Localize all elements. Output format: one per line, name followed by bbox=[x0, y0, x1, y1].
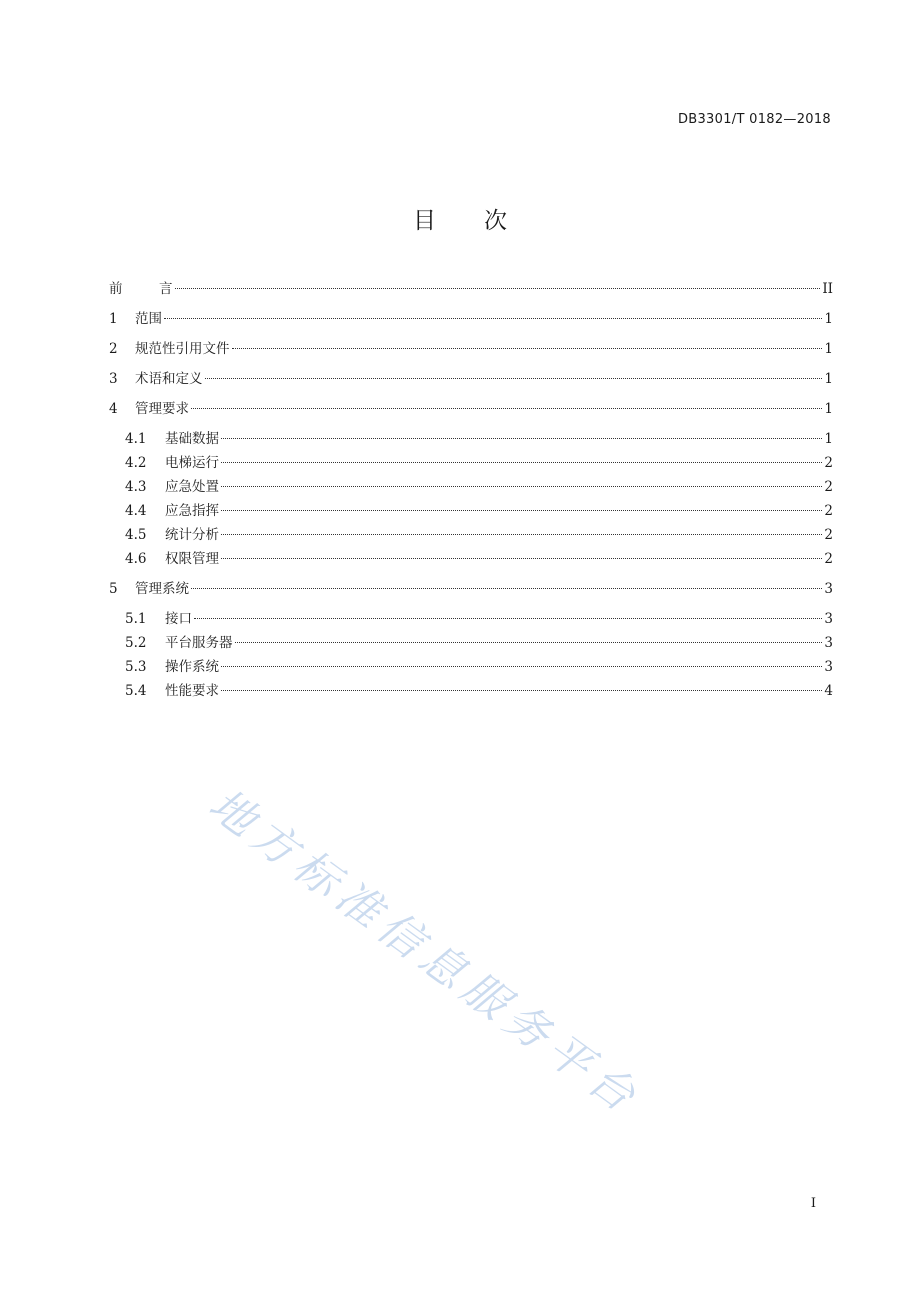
toc-entry-label: 电梯运行 bbox=[165, 455, 219, 471]
toc-entry-number: 4.3 bbox=[125, 479, 147, 495]
toc-entry[interactable] bbox=[109, 370, 833, 388]
toc-dot-leader bbox=[205, 378, 823, 379]
toc-entry-page: 3 bbox=[824, 635, 833, 651]
toc-entry[interactable] bbox=[109, 658, 833, 676]
toc-entry-page: 2 bbox=[824, 479, 833, 495]
toc-entry-page: 1 bbox=[824, 431, 833, 447]
toc-entry-page: 2 bbox=[824, 527, 833, 543]
toc-entry[interactable] bbox=[109, 502, 833, 520]
toc-entry-number: 5.4 bbox=[125, 683, 147, 699]
toc-entry[interactable] bbox=[109, 478, 833, 496]
toc-entry-label: 基础数据 bbox=[165, 431, 219, 447]
toc-entry-number: 4 bbox=[109, 401, 118, 417]
toc-dot-leader bbox=[221, 510, 822, 511]
document-id: DB3301/T 0182—2018 bbox=[677, 112, 831, 127]
toc-entry-label: 平台服务器 bbox=[165, 635, 233, 651]
toc-entry[interactable] bbox=[109, 280, 833, 298]
toc-dot-leader bbox=[221, 690, 822, 691]
toc-entry-page: 1 bbox=[824, 341, 833, 357]
toc-entry-label: 管理系统 bbox=[135, 581, 189, 597]
toc-entry-label: 言 bbox=[159, 281, 173, 297]
toc-entry-label: 操作系统 bbox=[165, 659, 219, 675]
page-title bbox=[0, 202, 920, 235]
toc-entry-page: 2 bbox=[824, 503, 833, 519]
toc-entry[interactable] bbox=[109, 682, 833, 700]
toc-entry-page: 2 bbox=[824, 551, 833, 567]
toc-entry[interactable] bbox=[109, 454, 833, 472]
toc-dot-leader bbox=[221, 486, 822, 487]
toc-dot-leader bbox=[221, 438, 822, 439]
toc-entry-number: 4.2 bbox=[125, 455, 147, 471]
toc-entry[interactable] bbox=[109, 310, 833, 328]
toc-entry-label: 管理要求 bbox=[135, 401, 189, 417]
toc-entry-label: 应急指挥 bbox=[165, 503, 219, 519]
toc-entry[interactable] bbox=[109, 634, 833, 652]
toc-entry[interactable] bbox=[109, 550, 833, 568]
toc-entry[interactable] bbox=[109, 430, 833, 448]
toc-dot-leader bbox=[175, 288, 821, 289]
toc-dot-leader bbox=[235, 642, 823, 643]
toc-dot-leader bbox=[232, 348, 823, 349]
toc-entry-number: 前 bbox=[109, 281, 123, 297]
toc-entry-page: 3 bbox=[824, 581, 833, 597]
toc-entry-number: 5.3 bbox=[125, 659, 147, 675]
toc-entry-page: 1 bbox=[824, 371, 833, 387]
toc-entry-number: 5.1 bbox=[125, 611, 147, 627]
toc-dot-leader bbox=[194, 618, 822, 619]
toc-entry-label: 范围 bbox=[135, 311, 162, 327]
toc-entry-page: II bbox=[822, 281, 833, 297]
toc-entry-number: 4.4 bbox=[125, 503, 147, 519]
toc-entry-label: 规范性引用文件 bbox=[135, 341, 230, 357]
toc-entry-number: 5.2 bbox=[125, 635, 147, 651]
toc-entry-number: 4.5 bbox=[125, 527, 147, 543]
title-char-right: 次 bbox=[484, 208, 507, 234]
toc-entry-page: 2 bbox=[824, 455, 833, 471]
toc-entry[interactable] bbox=[109, 580, 833, 598]
toc-entry-number: 3 bbox=[109, 371, 118, 387]
toc-entry-number: 4.6 bbox=[125, 551, 147, 567]
toc-entry-page: 4 bbox=[824, 683, 833, 699]
toc-entry-page: 3 bbox=[824, 659, 833, 675]
toc-entry-number: 5 bbox=[109, 581, 118, 597]
toc-entry-number: 4.1 bbox=[125, 431, 147, 447]
toc-dot-leader bbox=[221, 462, 822, 463]
toc-entry-number: 2 bbox=[109, 341, 118, 357]
toc-dot-leader bbox=[221, 666, 822, 667]
watermark: 地方标准信息服务平台 bbox=[199, 778, 651, 1126]
toc-entry-page: 1 bbox=[824, 311, 833, 327]
toc-entry[interactable] bbox=[109, 526, 833, 544]
toc-entry-label: 接口 bbox=[165, 611, 192, 627]
toc-entry-label: 应急处置 bbox=[165, 479, 219, 495]
toc-entry[interactable] bbox=[109, 610, 833, 628]
toc-entry-page: 1 bbox=[824, 401, 833, 417]
toc-dot-leader bbox=[221, 558, 822, 559]
toc-entry-label: 权限管理 bbox=[165, 551, 219, 567]
toc-entry-number: 1 bbox=[109, 311, 118, 327]
toc-entry[interactable] bbox=[109, 400, 833, 418]
toc-dot-leader bbox=[191, 408, 822, 409]
toc-entry-label: 术语和定义 bbox=[135, 371, 203, 387]
toc-dot-leader bbox=[221, 534, 822, 535]
toc-entry-label: 性能要求 bbox=[165, 683, 219, 699]
toc-entry-label: 统计分析 bbox=[165, 527, 219, 543]
toc-dot-leader bbox=[164, 318, 822, 319]
title-char-left: 目 bbox=[413, 208, 436, 234]
page-number: I bbox=[810, 1196, 816, 1211]
toc-dot-leader bbox=[191, 588, 822, 589]
toc-entry[interactable] bbox=[109, 340, 833, 358]
toc-entry-page: 3 bbox=[824, 611, 833, 627]
